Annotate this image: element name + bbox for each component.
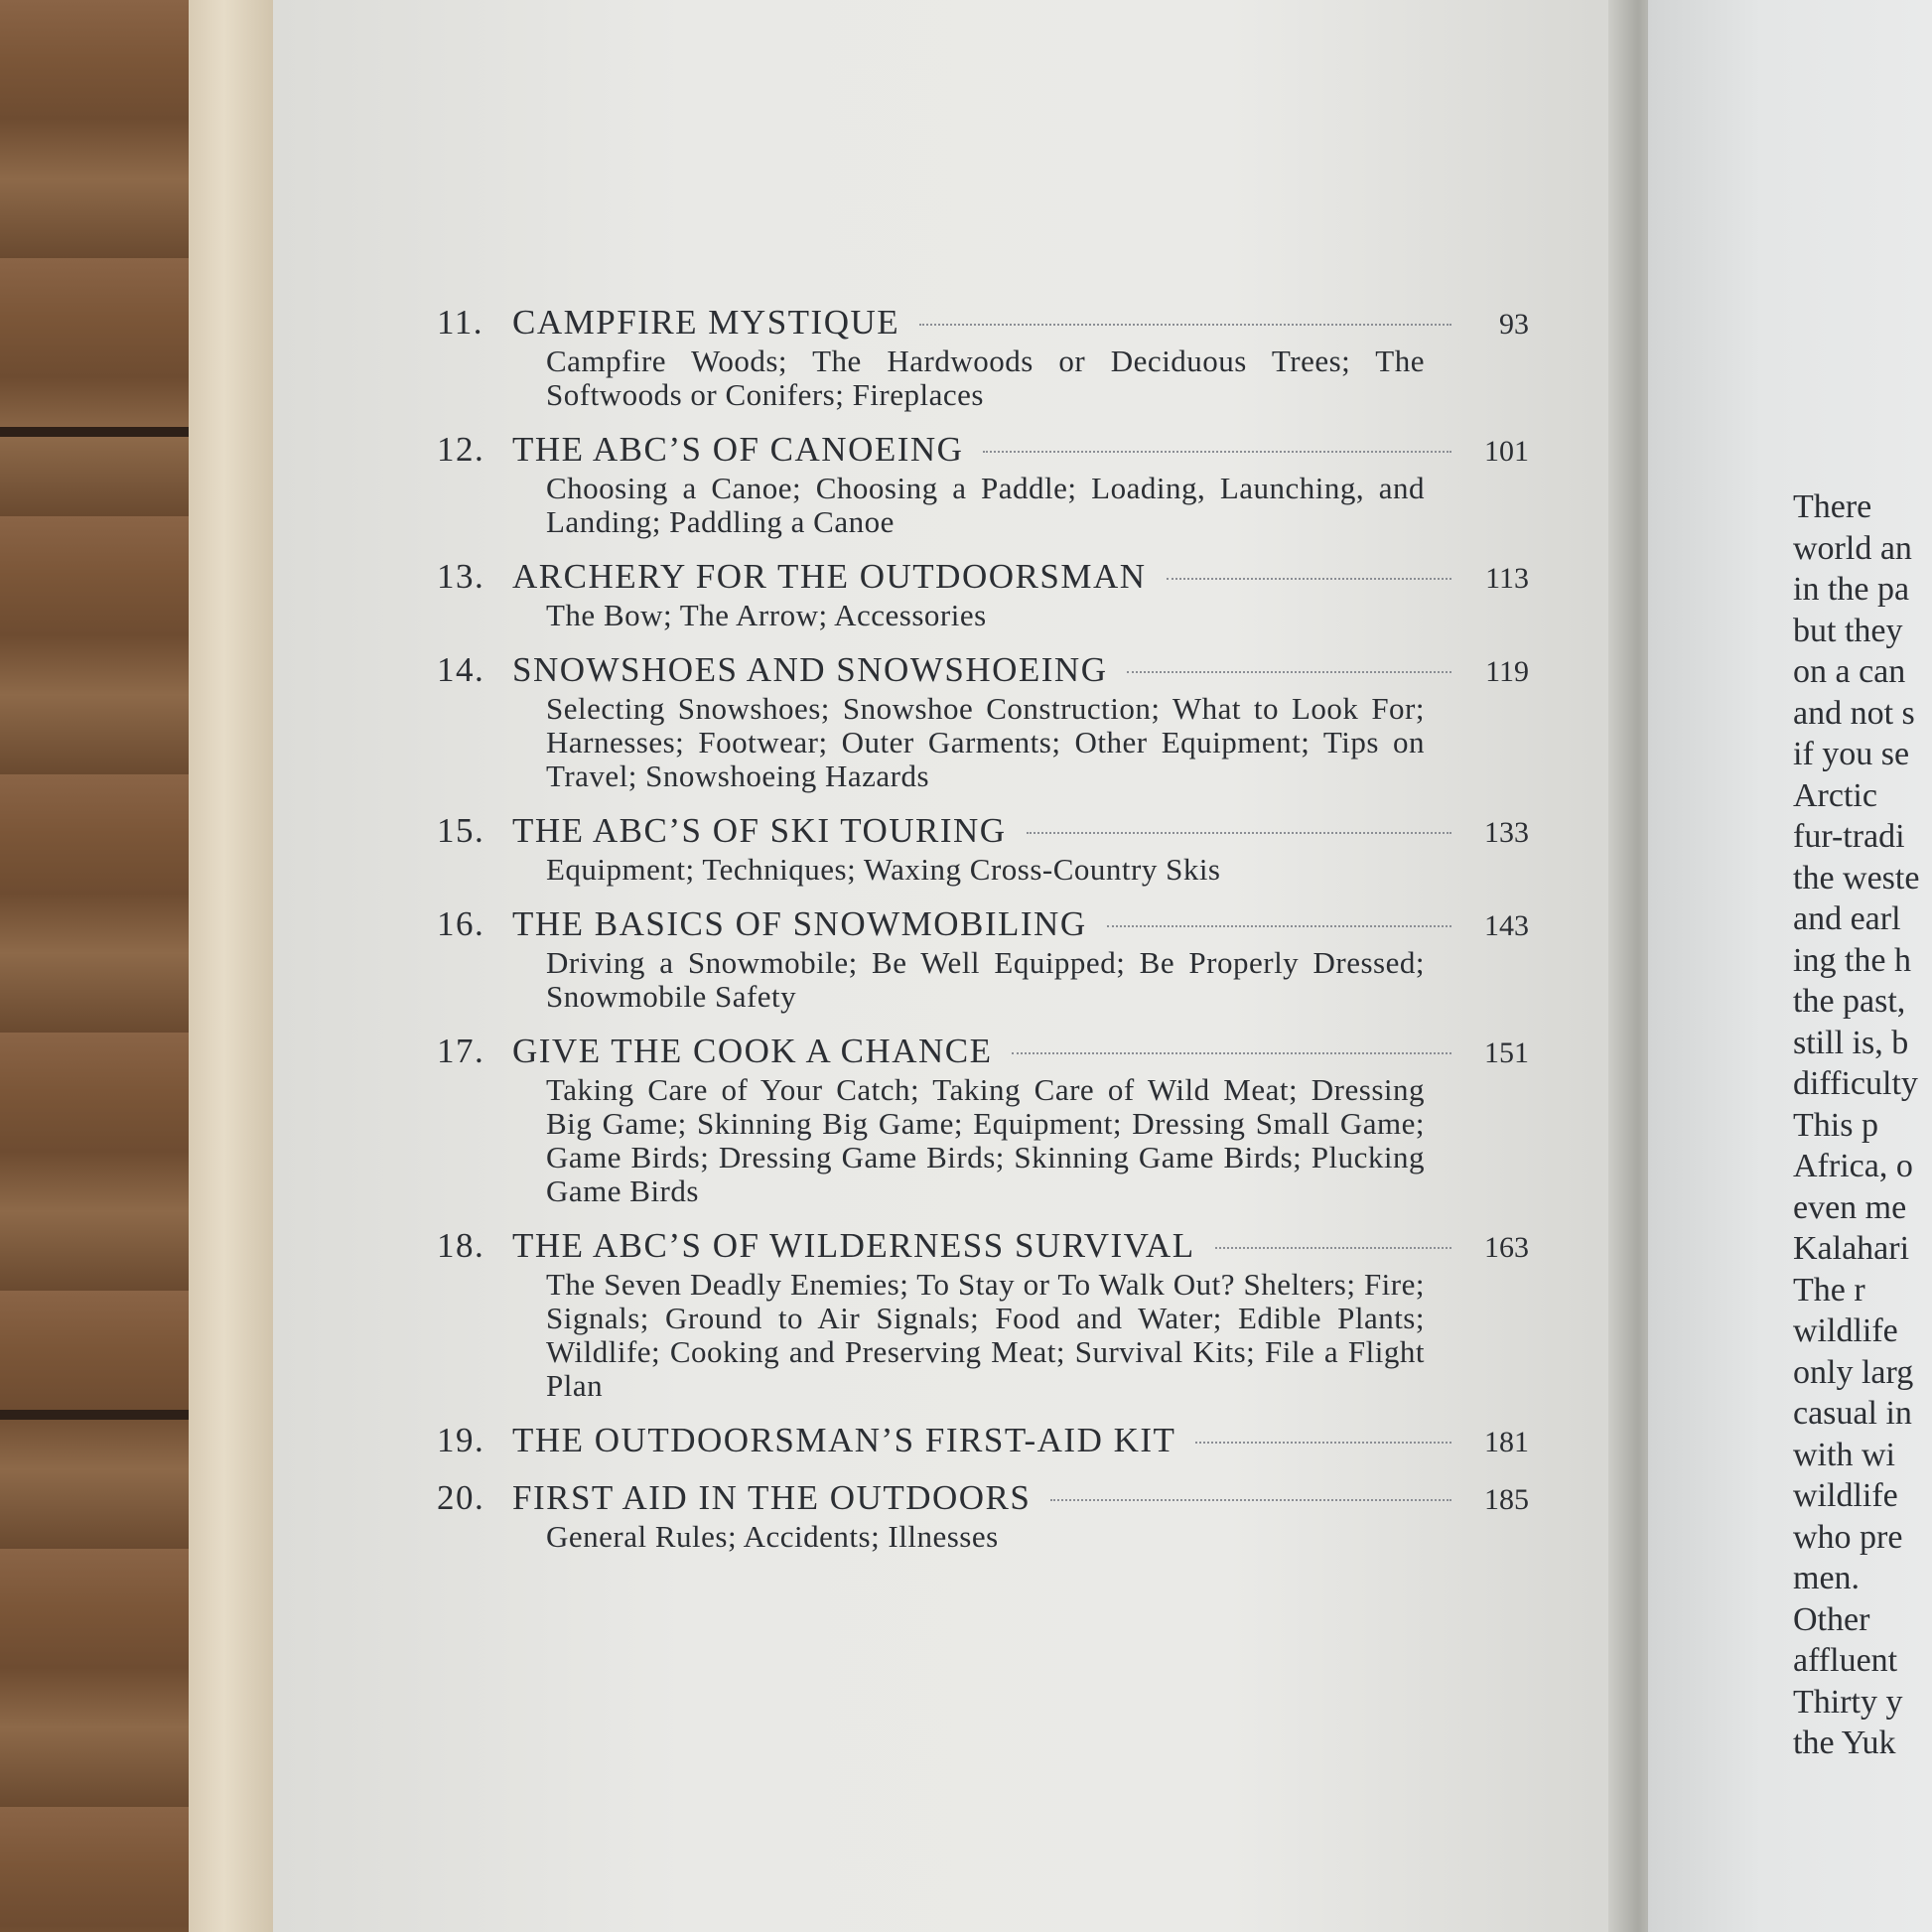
text-line: on a can [1793, 653, 1906, 690]
text-line: only larg [1793, 1353, 1914, 1391]
toc-entry-heading [437, 650, 1529, 690]
chapter-title: ARCHERY FOR THE OUTDOORSMAN [512, 557, 1147, 596]
text-line: wildlife [1793, 1312, 1898, 1349]
chapter-title: THE BASICS OF SNOWMOBILING [512, 904, 1087, 943]
dot-leader [1027, 832, 1451, 834]
text-line: Kalahari [1793, 1230, 1910, 1267]
dot-leader [1107, 925, 1451, 927]
text-line: ing the h [1793, 941, 1911, 979]
right-page-text [1793, 486, 1932, 1764]
chapter-number: 19. [437, 1421, 485, 1459]
chapter-subtopics: Campfire Woods; The Hardwoods or Deciduous Trees; The Softwoods or Conifers; Fireplaces [546, 344, 1425, 412]
chapter-number: 20. [437, 1478, 485, 1517]
toc-entry-heading [437, 811, 1529, 851]
plank-gap [0, 1410, 204, 1420]
text-line: who pre [1793, 1518, 1903, 1556]
page-number: 119 [1485, 655, 1529, 688]
text-line: in the pa [1793, 571, 1910, 608]
dot-leader [983, 451, 1451, 453]
chapter-title: FIRST AID IN THE OUTDOORS [512, 1478, 1032, 1517]
toc-entry [437, 1226, 1529, 1403]
text-line: world an [1793, 529, 1912, 567]
toc-entry-heading [437, 303, 1529, 343]
page-number: 151 [1484, 1036, 1529, 1069]
chapter-title: GIVE THE COOK A CHANCE [512, 1032, 993, 1070]
chapter-subtopics: Equipment; Techniques; Waxing Cross-Country Skis [546, 852, 1221, 887]
chapter-title: CAMPFIRE MYSTIQUE [512, 303, 900, 342]
page-number: 133 [1484, 816, 1529, 849]
chapter-number: 13. [437, 557, 485, 596]
chapter-number: 11. [437, 303, 483, 342]
chapter-title: THE ABC’S OF CANOEING [512, 430, 964, 469]
toc-entry [437, 303, 1529, 412]
page-number: 181 [1484, 1426, 1529, 1458]
text-line: The r [1793, 1271, 1865, 1309]
dot-leader [1012, 1052, 1451, 1054]
dot-leader [1167, 578, 1452, 580]
text-line: Thirty y [1793, 1683, 1903, 1721]
text-line: still is, b [1793, 1024, 1909, 1061]
chapter-subtopics: Choosing a Canoe; Choosing a Paddle; Loading, Launching, and Landing; Paddling a Canoe [546, 471, 1425, 539]
page-number: 185 [1484, 1483, 1529, 1516]
text-line: casual in [1793, 1395, 1912, 1432]
page-number: 93 [1499, 308, 1529, 341]
text-line: difficulty [1793, 1065, 1918, 1102]
toc-entry [437, 430, 1529, 539]
chapter-title: THE OUTDOORSMAN’S FIRST-AID KIT [512, 1421, 1176, 1459]
toc-entry-heading [437, 1478, 1529, 1518]
text-line: even me [1793, 1188, 1907, 1226]
text-line: and not s [1793, 694, 1915, 732]
toc-entry-heading [437, 430, 1529, 470]
toc-entry-heading [437, 1032, 1529, 1071]
book-cover-edge [189, 0, 278, 1932]
page-number: 101 [1484, 435, 1529, 468]
dot-leader [1050, 1499, 1451, 1501]
dot-leader [1215, 1247, 1451, 1249]
dot-leader [1127, 671, 1451, 673]
text-line: and earl [1793, 900, 1901, 937]
toc-entry-heading [437, 1226, 1529, 1266]
chapter-number: 15. [437, 811, 485, 850]
table-of-contents [437, 303, 1529, 1572]
toc-entry [437, 1478, 1529, 1554]
toc-entry [437, 1032, 1529, 1208]
toc-entry [437, 904, 1529, 1014]
chapter-title: THE ABC’S OF WILDERNESS SURVIVAL [512, 1226, 1195, 1265]
text-line: fur-tradi [1793, 818, 1905, 855]
toc-entry [437, 557, 1529, 632]
text-line: wildlife [1793, 1477, 1898, 1514]
text-line: There [1793, 488, 1872, 525]
dot-leader [1195, 1442, 1451, 1444]
chapter-title: SNOWSHOES AND SNOWSHOEING [512, 650, 1108, 689]
text-line: Arctic [1793, 776, 1877, 814]
plank-gap [0, 427, 204, 437]
toc-entry-heading [437, 557, 1529, 597]
page-number: 113 [1485, 562, 1529, 595]
page-number: 163 [1484, 1231, 1529, 1264]
dot-leader [919, 324, 1451, 326]
text-line: the past, [1793, 983, 1906, 1020]
toc-entry-heading [437, 904, 1529, 944]
chapter-number: 16. [437, 904, 485, 943]
toc-entry [437, 1421, 1529, 1460]
chapter-subtopics: Taking Care of Your Catch; Taking Care of Wild Meat; Dressing Big Game; Skinning Big Game; Equipment; Dressing Small Game; Game Birds; Dressing Game Birds; Skinning Game Birds; Plucking Game Birds [546, 1072, 1425, 1208]
text-line: men. [1793, 1560, 1861, 1596]
chapter-number: 14. [437, 650, 485, 689]
text-line: the Yuk [1793, 1725, 1896, 1761]
chapter-subtopics: Driving a Snowmobile; Be Well Equipped; Be Properly Dressed; Snowmobile Safety [546, 945, 1425, 1014]
text-line: affluent [1793, 1642, 1898, 1679]
page-number: 143 [1484, 909, 1529, 942]
text-line: Other [1793, 1600, 1870, 1638]
text-line: Africa, o [1793, 1148, 1913, 1184]
text-line: the weste [1793, 859, 1920, 897]
chapter-subtopics: Selecting Snowshoes; Snowshoe Construction; What to Look For; Harnesses; Footwear; Outer Garments; Other Equipment; Tips on Travel; Snowshoeing Hazards [546, 691, 1425, 793]
text-line: This p [1793, 1106, 1878, 1144]
toc-entry-heading [437, 1421, 1529, 1460]
chapter-number: 17. [437, 1032, 485, 1070]
chapter-title: THE ABC’S OF SKI TOURING [512, 811, 1007, 850]
toc-entry [437, 811, 1529, 887]
text-line: with wi [1793, 1436, 1895, 1473]
text-line: if you se [1793, 736, 1910, 772]
chapter-number: 12. [437, 430, 485, 469]
text-line: but they [1793, 612, 1903, 649]
chapter-subtopics: General Rules; Accidents; Illnesses [546, 1519, 999, 1554]
toc-entry [437, 650, 1529, 793]
chapter-number: 18. [437, 1226, 485, 1265]
chapter-subtopics: The Seven Deadly Enemies; To Stay or To Walk Out? Shelters; Fire; Signals; Ground to Air Signals; Food and Water; Edible Plants; Wildlife; Cooking and Preserving Meat; Survival Kits; File a Flight Plan [546, 1267, 1425, 1403]
wooden-table [0, 0, 204, 1932]
chapter-subtopics: The Bow; The Arrow; Accessories [546, 598, 987, 632]
